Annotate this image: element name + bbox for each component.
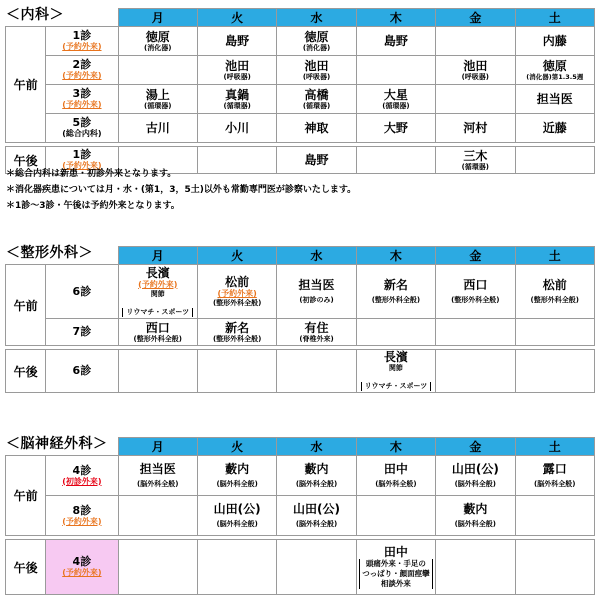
slot-note: (初診外来)	[62, 476, 102, 486]
specialty: (整形外科全般)	[212, 334, 262, 343]
slot-label: 8診 (予約外来)	[46, 496, 118, 536]
schedule-cell	[515, 27, 594, 56]
specialty: (循環器)	[223, 101, 251, 110]
specialty: (初診のみ)	[299, 296, 334, 304]
schedule-cell	[197, 456, 276, 496]
schedule-cell	[436, 27, 515, 56]
note-line: ＊1診～3診・午後は予約外来となります。	[6, 201, 180, 211]
specialty: (呼吸器)	[302, 72, 331, 81]
header-corner	[6, 247, 119, 265]
slot-note: (予約外来)	[62, 161, 102, 170]
specialty: (脊椎外来)	[299, 334, 334, 343]
doctor-name: 新名	[225, 320, 250, 335]
specialty: (脳外科全般)	[216, 520, 258, 528]
schedule-cell	[197, 265, 276, 319]
table-row	[6, 350, 595, 393]
schedule-cell	[118, 27, 197, 56]
specialty: (脳外科全般)	[454, 480, 497, 488]
schedule-cell	[515, 147, 594, 174]
period-am: 午前	[6, 27, 46, 143]
doctor-name: 島野	[304, 153, 329, 167]
doctor-name: 池田	[304, 58, 329, 73]
table-row	[6, 114, 595, 143]
schedule-cell	[118, 265, 197, 319]
schedule-cell	[197, 496, 276, 536]
internal-notes	[6, 166, 356, 214]
specialty: (循環器)	[144, 101, 172, 110]
day-mon: 月	[118, 9, 197, 27]
doctor-name: 藪内	[304, 462, 329, 476]
internal-day-header	[6, 9, 595, 27]
slot-label: 4診 (初診外来)	[46, 456, 118, 496]
schedule-cell	[356, 147, 435, 174]
period-am: 午前	[6, 456, 46, 536]
specialty: (整形外科全般)	[133, 334, 182, 343]
schedule-cell	[118, 56, 197, 85]
doctor-name: 近藤	[542, 121, 567, 135]
doctor-name: 池田	[463, 58, 488, 73]
doctor-name: 長濱	[145, 265, 170, 280]
specialty-bracket: リウマチ・スポーツ	[361, 382, 432, 391]
doctor-name: 河村	[463, 121, 488, 135]
doctor-name: 徳原	[304, 29, 329, 44]
specialty: (整形外科全般)	[451, 296, 500, 304]
table-row	[6, 56, 595, 85]
schedule-cell	[356, 350, 435, 393]
day-tue: 火	[197, 247, 276, 265]
schedule-cell	[436, 496, 515, 536]
table-row	[6, 27, 595, 56]
day-sat: 土	[515, 438, 594, 456]
doctor-name: 山田(公)	[213, 502, 261, 516]
doctor-name: 小川	[225, 121, 250, 135]
specialty: (脳外科全般)	[216, 480, 258, 488]
doctor-name: 松前	[542, 278, 567, 292]
schedule-cell	[277, 350, 356, 393]
ortho-day-header	[6, 247, 595, 265]
slot-label: 6診	[46, 265, 118, 319]
day-fri: 金	[436, 247, 515, 265]
doctor-name: 徳原	[145, 29, 170, 44]
period-pm: 午後	[6, 540, 46, 595]
note-line: ＊消化器疾患については月・水・(第1，3，5土)以外も常勤専門医が診察いたします。	[6, 185, 357, 195]
schedule-cell	[197, 540, 276, 595]
specialty: (脳外科全般)	[534, 480, 576, 488]
specialty: (循環器)	[461, 162, 490, 171]
schedule-cell	[436, 319, 515, 346]
doctor-name: 田中	[383, 544, 408, 559]
appointment-note: (予約外来)	[217, 289, 257, 298]
note-line: ＊総合内科は新患・初診外来となります。	[6, 169, 177, 179]
doctor-name: 田中	[383, 462, 408, 476]
schedule-cell	[436, 540, 515, 595]
ortho-section-title: ＜整形外科＞	[6, 245, 93, 261]
doctor-name: 西口	[463, 278, 488, 292]
specialty: (脳外科全般)	[295, 520, 338, 528]
doctor-name: 担当医	[139, 462, 176, 476]
doctor-name: 山田(公)	[451, 462, 499, 476]
schedule-cell	[277, 85, 356, 114]
schedule-cell	[118, 85, 197, 114]
slot-note: (予約外来)	[62, 42, 102, 51]
schedule-cell	[356, 114, 435, 143]
specialty: (消化器)	[144, 43, 172, 52]
table-row	[6, 496, 595, 536]
doctor-name: 池田	[225, 58, 250, 73]
specialty: (脳外科全般)	[137, 480, 179, 488]
schedule-cell	[436, 350, 515, 393]
schedule-cell	[277, 319, 356, 346]
doctor-name: 新名	[383, 278, 408, 292]
day-mon: 月	[118, 438, 197, 456]
neuro-day-header	[6, 438, 595, 456]
day-thu: 木	[356, 9, 435, 27]
header-corner	[6, 438, 119, 456]
schedule-cell	[515, 56, 594, 85]
schedule-cell	[277, 265, 356, 319]
slot-note: (予約外来)	[62, 568, 102, 577]
schedule-cell	[356, 265, 435, 319]
neuro-schedule-table	[5, 437, 595, 595]
day-tue: 火	[197, 438, 276, 456]
day-fri: 金	[436, 9, 515, 27]
schedule-cell	[197, 114, 276, 143]
specialty: (呼吸器)	[223, 72, 251, 81]
schedule-cell	[515, 456, 594, 496]
doctor-name: 内藤	[542, 34, 567, 48]
doctor-name: 藪内	[225, 462, 250, 476]
slot-label: 1診 (予約外来)	[46, 147, 118, 174]
schedule-cell	[356, 85, 435, 114]
schedule-cell	[277, 456, 356, 496]
schedule-cell	[197, 27, 276, 56]
slot-label: 5診 (総合内科)	[46, 114, 118, 143]
table-row	[6, 85, 595, 114]
specialty: (呼吸器)	[461, 72, 490, 81]
schedule-cell	[515, 114, 594, 143]
doctor-name: 大星	[383, 87, 408, 102]
schedule-cell	[277, 27, 356, 56]
slot-label: 4診 (予約外来)	[46, 540, 118, 595]
specialty: (消化器)	[302, 43, 331, 52]
schedule-cell	[515, 319, 594, 346]
schedule-cell	[515, 496, 594, 536]
day-wed: 水	[277, 9, 356, 27]
table-row	[6, 540, 595, 595]
schedule-cell	[277, 56, 356, 85]
schedule-cell	[515, 540, 594, 595]
schedule-cell	[356, 456, 435, 496]
schedule-cell	[277, 114, 356, 143]
specialty: (整形外科全般)	[212, 299, 262, 307]
schedule-cell	[118, 319, 197, 346]
doctor-name: 長濱	[383, 350, 408, 364]
internal-section-title: ＜内科＞	[6, 7, 64, 23]
table-row	[6, 319, 595, 346]
specialty: (循環器)	[302, 101, 331, 110]
slot-note: (総合内科)	[62, 129, 102, 138]
specialty-bracket: リウマチ・スポーツ	[122, 308, 193, 317]
schedule-cell	[515, 85, 594, 114]
slot-label: 2診 (予約外来)	[46, 56, 118, 85]
day-sat: 土	[515, 9, 594, 27]
slot-note: (予約外来)	[62, 100, 102, 109]
schedule-cell	[436, 56, 515, 85]
doctor-name: 湯上	[145, 87, 170, 102]
schedule-cell	[197, 319, 276, 346]
header-corner	[6, 9, 119, 27]
schedule-cell	[118, 540, 197, 595]
period-pm: 午後	[6, 147, 46, 174]
internal-schedule-table	[5, 8, 595, 174]
schedule-cell	[356, 496, 435, 536]
schedule-cell	[277, 496, 356, 536]
schedule-cell	[118, 456, 197, 496]
day-fri: 金	[436, 438, 515, 456]
specialty-bracket: 頭痛外来・手足の つっぱり・顔面痙攣 相談外来	[359, 559, 432, 589]
specialty: (脳外科全般)	[375, 480, 417, 488]
doctor-name: 神取	[304, 121, 329, 135]
slot-note: (予約外来)	[62, 516, 102, 526]
schedule-cell	[515, 265, 594, 319]
doctor-name: 大野	[383, 121, 408, 135]
doctor-name: 担当医	[298, 278, 335, 292]
day-sat: 土	[515, 247, 594, 265]
specialty: (整形外科全般)	[371, 296, 421, 304]
schedule-cell	[118, 350, 197, 393]
doctor-name: 西口	[145, 320, 170, 335]
doctor-name: 島野	[383, 34, 408, 48]
specialty: (整形外科全般)	[530, 296, 579, 304]
schedule-cell	[197, 350, 276, 393]
doctor-name: 有住	[304, 320, 329, 335]
doctor-name: 藪内	[463, 502, 488, 516]
day-thu: 木	[356, 247, 435, 265]
specialty: 関節	[388, 364, 403, 372]
day-wed: 水	[277, 247, 356, 265]
specialty: (脳外科全般)	[454, 520, 497, 528]
neuro-section-title: ＜脳神経外科＞	[6, 436, 108, 452]
day-wed: 水	[277, 438, 356, 456]
slot-label: 6診	[46, 350, 118, 393]
schedule-cell	[356, 319, 435, 346]
slot-label: 7診	[46, 319, 118, 346]
specialty: (循環器)	[382, 101, 410, 110]
schedule-cell	[436, 147, 515, 174]
specialty: (消化器)第1.3.5週	[526, 72, 584, 81]
appointment-note: (予約外来)	[138, 279, 178, 289]
schedule-cell	[436, 456, 515, 496]
schedule-cell	[118, 114, 197, 143]
doctor-name: 古川	[145, 121, 170, 135]
schedule-cell	[356, 56, 435, 85]
doctor-name: 山田(公)	[293, 502, 341, 516]
doctor-name: 三木	[463, 148, 488, 163]
slot-note: (予約外来)	[62, 71, 102, 80]
doctor-name: 徳原	[542, 58, 567, 73]
doctor-name: 島野	[225, 34, 250, 48]
doctor-name: 松前	[225, 275, 250, 289]
period-pm: 午後	[6, 350, 46, 393]
period-am: 午前	[6, 265, 46, 346]
schedule-cell	[118, 496, 197, 536]
doctor-name: 真鍋	[225, 87, 250, 102]
table-row	[6, 456, 595, 496]
schedule-cell	[197, 85, 276, 114]
specialty: 関節	[150, 289, 165, 298]
schedule-cell	[197, 56, 276, 85]
doctor-name: 担当医	[536, 92, 573, 106]
specialty: (脳外科全般)	[295, 480, 338, 488]
day-thu: 木	[356, 438, 435, 456]
schedule-cell	[436, 265, 515, 319]
day-tue: 火	[197, 9, 276, 27]
ortho-schedule-table	[5, 246, 595, 393]
schedule-cell	[277, 540, 356, 595]
table-row	[6, 265, 595, 319]
schedule-cell	[515, 350, 594, 393]
schedule-cell	[436, 85, 515, 114]
schedule-cell	[436, 114, 515, 143]
doctor-name: 露口	[542, 462, 567, 476]
schedule-cell	[356, 27, 435, 56]
doctor-name: 高橋	[304, 87, 329, 102]
slot-label: 1診 (予約外来)	[46, 27, 118, 56]
day-mon: 月	[118, 247, 197, 265]
schedule-cell	[356, 540, 435, 595]
slot-label: 3診 (予約外来)	[46, 85, 118, 114]
